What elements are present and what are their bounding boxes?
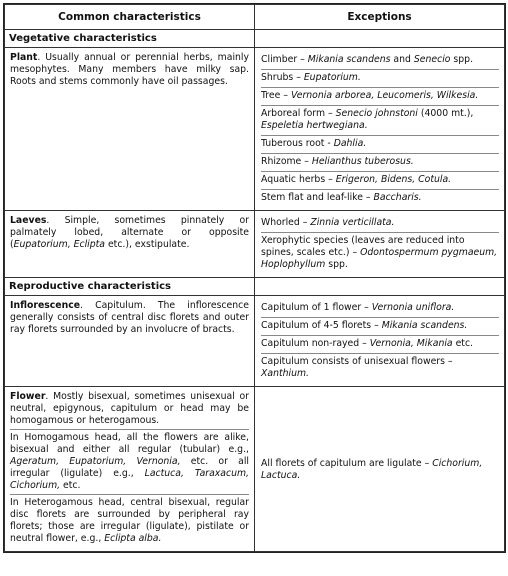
section-row-reproductive: [5, 278, 505, 296]
header-exceptions: Exceptions: [255, 5, 505, 30]
section-title-reproductive: Reproductive characteristics: [5, 278, 255, 296]
characteristics-table: [3, 3, 506, 553]
flower-homogamous: In Homogamous head, all the flowers are alike, bisexual and either all regular (tubular) e.g., Ageratum, Eupatorium, Vernonia, etc. or all irregular (ligulate) e.g., Lactuca, Taraxacum, Cichorium, etc.: [10, 429, 249, 492]
leaves-heading: Laeves: [10, 215, 47, 226]
plant-heading: Plant: [10, 52, 38, 63]
inflorescence-exception-item: Capitulum consists of unisexual flowers – Xanthium.: [261, 356, 453, 379]
leaves-description: Laeves. Simple, sometimes pinnately or palmately lobed, alternate or opposite (Eupatorium, Eclipta etc.), exstipulate.: [10, 215, 249, 250]
inflorescence-exception-item: Capitulum of 1 flower – Vernonia uniflora.: [261, 300, 499, 318]
inflorescence-exceptions: [256, 297, 503, 385]
plant-exception-item: Tuberous root - Dahlia.: [261, 136, 499, 154]
leaves-exception-item: Xerophytic species (leaves are reduced into spines, scales etc.) – Odontospermum pygmaeum, Hoplophyllum spp.: [261, 235, 498, 270]
leaves-exception-item: Whorled – Zinnia verticillata.: [261, 215, 499, 233]
plant-exceptions: [256, 49, 503, 209]
table-row-plant: [5, 48, 505, 211]
inflorescence-exception-item: Capitulum non-rayed – Vernonia, Mikania etc.: [261, 336, 499, 354]
plant-description: Plant. Usually annual or perennial herbs, mainly mesophytes. Many members have milky sap. Roots and stems commonly have oil passages.: [10, 52, 249, 87]
table-row-inflorescence: [5, 296, 505, 387]
flower-description: [6, 388, 253, 550]
plant-exception-item: Rhizome – Helianthus tuberosus.: [261, 154, 499, 172]
table-header-row: [5, 5, 505, 30]
inflorescence-description: Inflorescence. Capitulum. The inflorescence generally consists of central disc florets and outer ray florets surrounded by an involucre of bracts.: [10, 300, 249, 335]
plant-exception-item: Aquatic herbs – Erigeron, Bidens, Cotula.: [261, 172, 499, 190]
flower-heading: Flower: [10, 391, 46, 402]
plant-exception-item: Tree – Vernonia arborea, Leucomeris, Wilkesia.: [261, 88, 499, 106]
inflorescence-exception-item: Capitulum of 4-5 florets – Mikania scandens.: [261, 318, 499, 336]
inflorescence-heading: Inflorescence: [10, 300, 81, 311]
leaves-exceptions: [256, 212, 503, 276]
table-row-flower: [5, 387, 505, 552]
section-title-vegetative: Vegetative characteristics: [5, 30, 255, 48]
flower-intro: Flower. Mostly bisexual, sometimes unisexual or neutral, epigynous, capitulum or head may be homogamous or heterogamous.: [10, 391, 249, 426]
header-common: Common characteristics: [5, 5, 255, 30]
plant-exception-item: Climber – Mikania scandens and Senecio spp.: [261, 52, 499, 70]
plant-exception-item: Stem flat and leaf-like – Baccharis.: [261, 192, 422, 203]
plant-exception-item: Arboreal form – Senecio johnstoni (4000 mt.), Espeletia hertwegiana.: [261, 106, 499, 136]
table-row-leaves: [5, 211, 505, 278]
section-row-vegetative: [5, 30, 505, 48]
flower-exception: All florets of capitulum are ligulate – Cichorium, Lactuca.: [261, 457, 483, 481]
plant-exception-item: Shrubs – Eupatorium.: [261, 70, 499, 88]
flower-heterogamous: In Heterogamous head, central bisexual, regular disc florets are surrounded by peripheral ray florets; those are irregular (ligulate), pistilate or neutral flower, e.g., Eclipta alba.: [10, 494, 249, 545]
